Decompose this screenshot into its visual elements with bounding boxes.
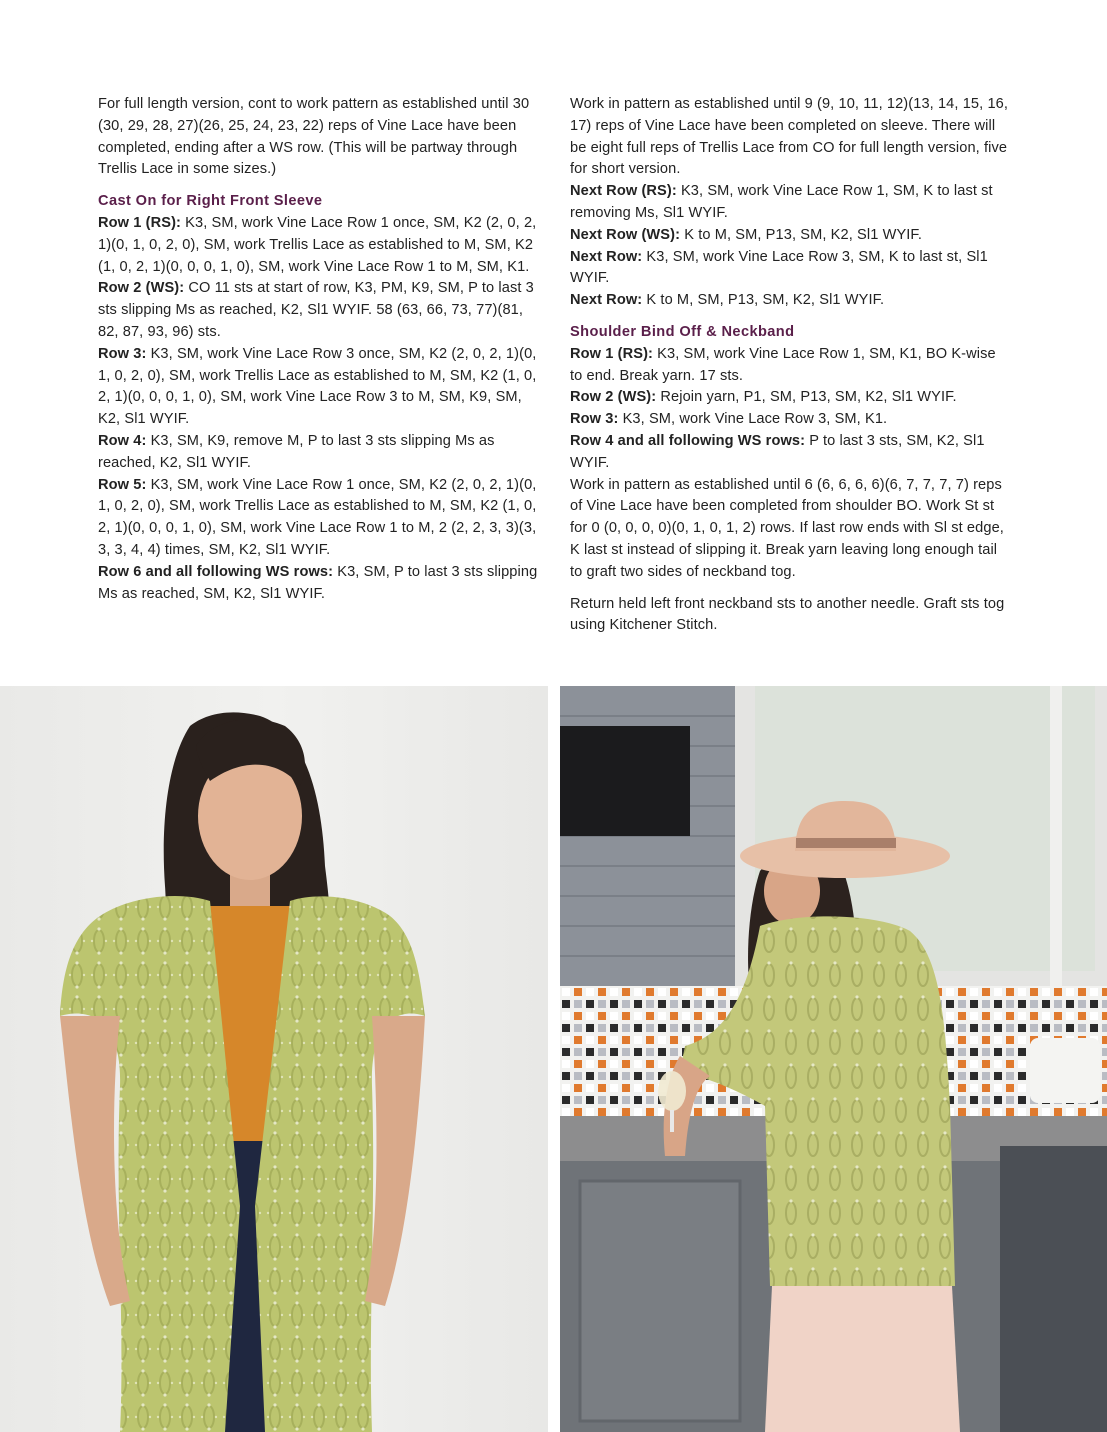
back-view-photo xyxy=(560,686,1107,1432)
sleeve-paragraph: Work in pattern as established until 9 (9, 10, 11, 12)(13, 14, 15, 16, 17) reps of Vine Lace have been completed on sleeve. There will be eight full reps of Trellis Lace from CO for full length version, five for short version. xyxy=(570,96,1009,178)
row-text: K3, SM, work Vine Lace Row 3, SM, K to last st, Sl1 WYIF. xyxy=(570,248,988,287)
graft-paragraph: Return held left front neckband sts to another needle. Graft sts tog using Kitchener Stitch. xyxy=(570,595,1005,634)
instruction-row xyxy=(98,562,538,606)
right-text-column xyxy=(570,94,1012,637)
instruction-row xyxy=(98,213,538,278)
row-label: Row 6 and all following WS rows: xyxy=(98,563,334,580)
row-label: Next Row (RS): xyxy=(570,183,677,200)
row-text: K3, SM, K9, remove M, P to last 3 sts slipping Ms as reached, K2, Sl1 WYIF. xyxy=(98,432,495,471)
row-label: Row 1 (RS): xyxy=(570,345,653,362)
row-label: Row 5: xyxy=(98,476,147,493)
cast-on-rows xyxy=(98,213,538,605)
row-label: Row 4: xyxy=(98,432,147,449)
row-text: Rejoin yarn, P1, SM, P13, SM, K2, Sl1 WYIF. xyxy=(656,389,957,406)
instruction-row xyxy=(98,278,538,343)
neckband-paragraph: Work in pattern as established until 6 (6, 6, 6, 6)(6, 7, 7, 7, 7) reps of Vine Lace have been completed from shoulder BO. Work St st for 0 (0, 0, 0, 0)(0, 1, 0, 1, 2) rows. If last row ends with Sl st edge, K last st instead of slipping it. Break yarn leaving long enough tail to graft two sides of neckband tog. xyxy=(570,476,1004,580)
row-text: K3, SM, P to last 3 sts slipping Ms as reached, SM, K2, Sl1 WYIF. xyxy=(98,563,538,602)
row-label: Next Row (WS): xyxy=(570,226,681,243)
instruction-row xyxy=(570,290,1012,312)
shoulder-rows xyxy=(570,344,1012,475)
instruction-row xyxy=(570,247,1012,291)
row-label: Next Row: xyxy=(570,292,643,309)
row-text: K3, SM, work Vine Lace Row 1, SM, K1, BO K-wise to end. Break yarn. 17 sts. xyxy=(570,345,996,384)
kitchen-illustration xyxy=(560,686,1107,1432)
instruction-row xyxy=(570,387,1012,409)
row-text: K to M, SM, P13, SM, K2, Sl1 WYIF. xyxy=(642,292,885,309)
front-view-photo xyxy=(0,686,548,1432)
row-label: Row 3: xyxy=(570,411,619,428)
instruction-row xyxy=(98,344,538,431)
instruction-row xyxy=(570,344,1012,388)
instruction-row xyxy=(570,431,1012,475)
row-label: Row 2 (WS): xyxy=(98,280,185,297)
instruction-row xyxy=(570,181,1012,225)
section-heading-shoulder: Shoulder Bind Off & Neckband xyxy=(570,323,795,340)
row-text: K3, SM, work Vine Lace Row 1 once, SM, K2 (2, 0, 2, 1)(0, 1, 0, 2, 0), SM, work Trellis Lace as established to M, SM, K2 (1, 0, 2, 1)(0, 0, 0, 1, 0), SM, work Vine Lace Row 1 to M, SM, K1. xyxy=(98,214,537,275)
instruction-row xyxy=(98,431,538,475)
row-text: P to last 3 sts, SM, K2, Sl1 WYIF. xyxy=(570,432,985,471)
row-label: Row 4 and all following WS rows: xyxy=(570,432,806,449)
section-heading-cast-on: Cast On for Right Front Sleeve xyxy=(98,193,323,210)
row-text: K3, SM, work Vine Lace Row 1 once, SM, K2 (2, 0, 2, 1)(0, 1, 0, 2, 0), SM, work Trellis Lace as established to M, SM, K2 (1, 0, 2, 1)(0, 0, 0, 1, 0), SM, work Vine Lace Row 1 to M, 2 (2, 2, 3, 3)(3, 3, 3, 4, 4) times, SM, K2, Sl1 WYIF. xyxy=(98,476,537,558)
instruction-row xyxy=(570,409,1012,431)
row-label: Row 2 (WS): xyxy=(570,389,657,406)
row-text: K3, SM, work Vine Lace Row 3, SM, K1. xyxy=(618,411,888,428)
front-view-illustration xyxy=(0,686,548,1432)
instruction-row xyxy=(98,475,538,562)
row-text: K to M, SM, P13, SM, K2, Sl1 WYIF. xyxy=(680,226,922,243)
left-text-column xyxy=(98,94,538,605)
intro-paragraph: For full length version, cont to work pattern as established until 30 (30, 29, 28, 27)(26, 25, 24, 23, 22) reps of Vine Lace have been completed, ending after a WS row. (This will be partway through Trellis Lace in some sizes.) xyxy=(98,96,530,178)
next-rows xyxy=(570,181,1012,312)
row-text: K3, SM, work Vine Lace Row 1, SM, K to last st removing Ms, Sl1 WYIF. xyxy=(570,183,993,221)
row-text: K3, SM, work Vine Lace Row 3 once, SM, K2 (2, 0, 2, 1)(0, 1, 0, 2, 0), SM, work Trellis Lace as established to M, SM, K2 (1, 0, 2, 1)(0, 0, 0, 1, 0), SM, work Vine Lace Row 3 to M, SM, K9, SM, K2, Sl1 WYIF. xyxy=(98,345,537,428)
row-label: Next Row: xyxy=(570,248,643,265)
row-text: CO 11 sts at start of row, K3, PM, K9, SM, P to last 3 sts slipping Ms as reached, K2, Sl1 WYIF. 58 (63, 66, 73, 77)(81, 82, 87, 93, 96) sts. xyxy=(98,280,534,340)
row-label: Row 3: xyxy=(98,345,147,362)
row-label: Row 1 (RS): xyxy=(98,214,181,231)
instruction-row xyxy=(570,225,1012,247)
